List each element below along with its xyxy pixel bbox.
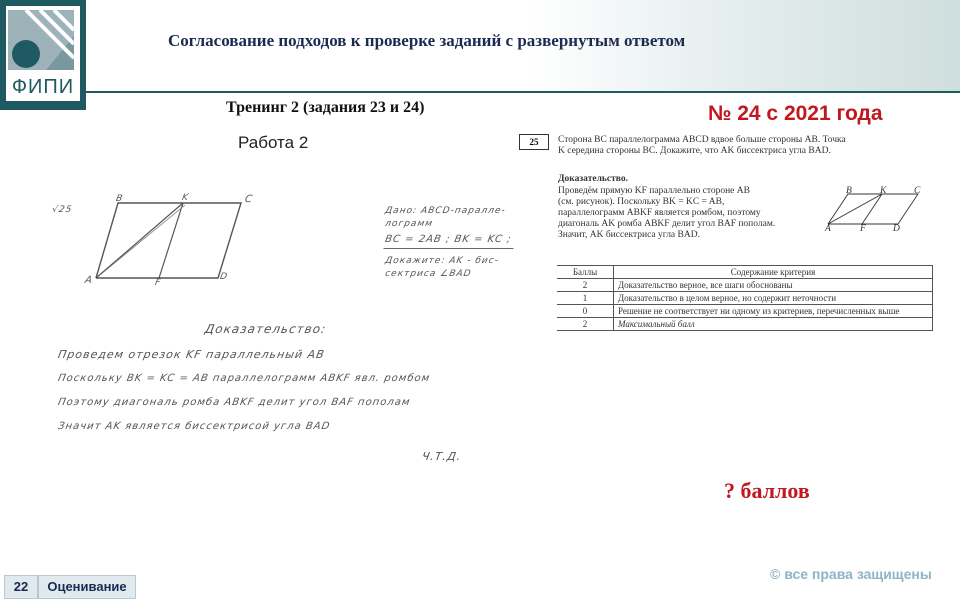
proof-line: Поэтому диагональ ромба ABKF делит угол BAF пополам: [57, 397, 412, 408]
page-title: Согласование подходов к проверке заданий с развернутым ответом: [168, 31, 686, 50]
kim-task-number: 25: [519, 134, 549, 150]
given-line: BC = 2AB ; BK = KC ;: [383, 231, 516, 249]
given-line: Дано: ABCD-паралле-: [384, 206, 507, 216]
table-header-row: [557, 266, 933, 279]
cell-score: 2: [557, 279, 614, 292]
copyright-notice: © все права защищены: [770, 566, 932, 582]
section-label: Оценивание: [38, 575, 136, 599]
kim-label-b: B: [846, 186, 852, 196]
kim-task-statement: [558, 135, 938, 157]
statement-line: Сторона BC параллелограмма ABCD вдвое больше стороны AB. Точка: [558, 135, 846, 145]
proof-line: Проведем отрезок KF параллельный AB: [56, 348, 326, 361]
student-end-mark: Ч.Т.Д.: [420, 450, 463, 463]
drawing-label-d: D: [219, 272, 229, 282]
statement-line: K середина стороны BC. Докажите, что AK биссектриса угла BAD.: [558, 146, 831, 156]
kim-proof-line: диагональ AK ромба ABKF делит угол BAF пополам.: [558, 219, 776, 229]
given-line: Докажите: AK - бис-: [384, 256, 500, 266]
kim-proof: [558, 186, 828, 241]
task-number-title: № 24 с 2021 года: [708, 102, 883, 125]
student-proof-heading: Доказательство:: [203, 322, 328, 336]
drawing-label-k: K: [181, 193, 190, 203]
drawing-label-b: B: [115, 194, 125, 204]
kim-label-c: C: [914, 186, 921, 196]
table-row: [557, 318, 933, 331]
kim-label-d: D: [893, 224, 900, 234]
training-title: Тренинг 2 (задания 23 и 24): [226, 99, 425, 116]
kim-label-f: F: [860, 224, 866, 234]
drawing-label-margin: √25: [51, 205, 74, 215]
header-divider: [85, 91, 960, 93]
kim-proof-line: Проведём прямую KF параллельно стороне AB: [558, 186, 750, 196]
cell-criterion: Доказательство в целом верное, но содержит неточности: [614, 292, 933, 305]
given-line: лограмм: [384, 219, 434, 229]
header-criterion: Содержание критерия: [614, 266, 933, 279]
cell-score: 1: [557, 292, 614, 305]
drawing-label-a: A: [84, 275, 94, 286]
kim-label-a: A: [825, 224, 831, 234]
cell-score: 0: [557, 305, 614, 318]
kim-proof-line: Значит, AK биссектриса угла BAD.: [558, 230, 700, 240]
drawing-label-c: C: [244, 194, 254, 205]
cell-criterion: Максимальный балл: [614, 318, 933, 331]
score-question: ? баллов: [724, 478, 810, 503]
student-proof: [58, 343, 508, 439]
slide-number: 22: [4, 575, 38, 599]
table-row: [557, 279, 933, 292]
given-line: сектриса ∠BAD: [384, 269, 473, 279]
fipi-logo-icon: [6, 6, 80, 76]
logo-text: ФИПИ: [11, 76, 75, 98]
kim-proof-line: параллелограмм ABKF является ромбом, поэтому: [558, 208, 761, 218]
proof-line: Поскольку BK = KC = AB параллелограмм ABKF явл. ромбом: [57, 373, 432, 384]
criteria-table: [557, 265, 933, 331]
table-row: [557, 305, 933, 318]
student-given: [385, 205, 515, 281]
cell-criterion: Решение не соответствует ни одному из критериев, перечисленных выше: [614, 305, 933, 318]
cell-score: 2: [557, 318, 614, 331]
kim-proof-heading: Доказательство.: [558, 174, 628, 184]
cell-criterion: Доказательство верное, все шаги обоснованы: [614, 279, 933, 292]
kim-proof-line: (см. рисунок). Поскольку BK = KC = AB,: [558, 197, 725, 207]
drawing-label-f: F: [154, 278, 163, 288]
header-score: Баллы: [557, 266, 614, 279]
proof-line: Значит AK является биссектрисой угла BAD: [57, 421, 332, 432]
table-row: [557, 292, 933, 305]
work-label: Работа 2: [238, 133, 309, 152]
kim-label-k: K: [880, 186, 887, 196]
